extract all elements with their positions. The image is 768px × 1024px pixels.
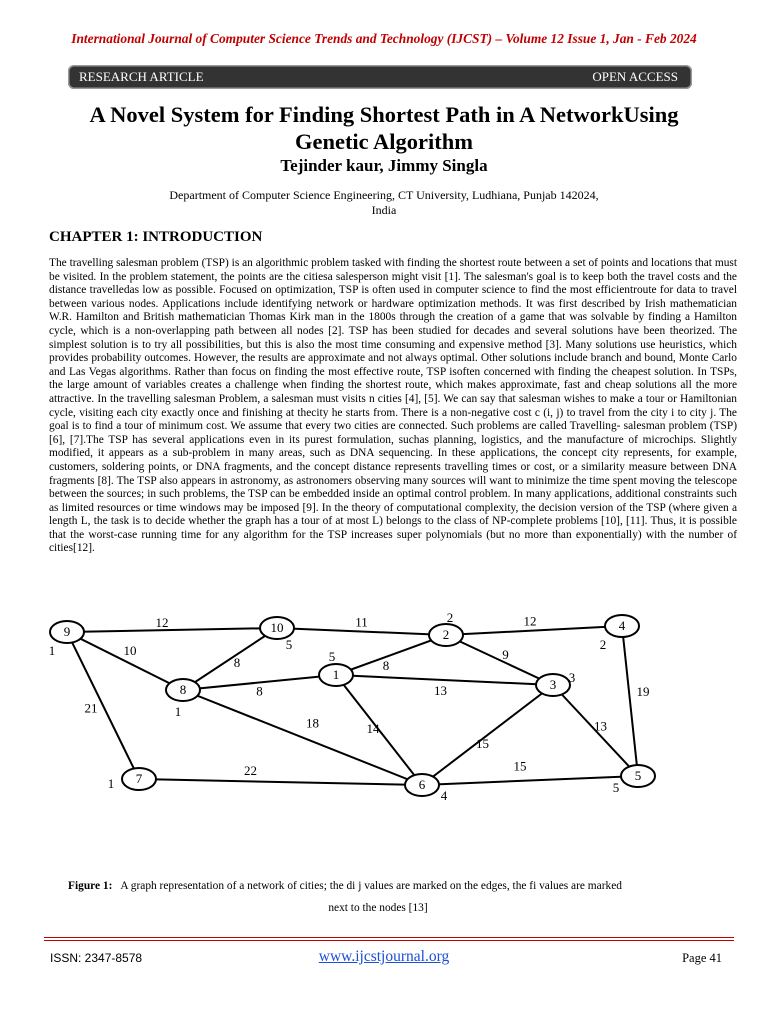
introduction-paragraph: The travelling salesman problem (TSP) is an algorithmic problem tasked with finding the shortest route between a set of points and locations that must be visited. In the problem statement, the points are the citiesa salesperson might visit [1]. The salesman's goal is to keep both the travel costs and the distance travelledas low as possible. Focused on optimization, TSP is often used in computer science to find the most efficientroute for data to travel between various nodes. Applications include identifying network or hardware optimization methods. It was first described by Irish mathematician W.R. Hamilton and British mathematician Thomas Kirk man in the 1800s through the creation of a game that was solvable by finding a Hamilton cycle, which is a non-overlapping path between all nodes [2]. TSP has been studied for decades and several solutions have been theorized. The simplest solution is to try all possibilities, but this is also the most time consuming and expensive method [3]. Many solutions use heuristics, which provides probability outcomes. However, the results are approximate and not always optimal. Other solutions include branch and bound, Monte Carlo and Las Vegas algorithms. Rather than focus on finding the most effective route, TSP isoften concerned with finding the cheapest solution. In TSPs, the large amount of variables creates a challenge when finding the shortest route, which makes approximate, fast and cheap solutions all the more attractive. In the travelling salesman Problem, a salesman must visits n cities [4], [5]. We can say that salesman wishes to make a tour or Hamiltonian cycle, visiting each city exactly once and finishing at thecity he starts from. There is a non-negative cost c (i, j) to travel from the city i to city j. The goal is to find a tour of minimum cost. We assume that every two cities are connected. Such problems are called Travelling- salesman problem (TSP) [6], [7].The TSP has several applications even in its purest formulation, suchas planning, logistics, and the manufacture of microchips. Slightly modified, it appears as a sub-problem in many areas, such as DNA sequencing. In these applications, the concept city represents, for example, customers, soldering points, or DNA fragments, and the concept distance represents travelling times or cost, or a similarity measure between DNA fragments [8]. The TSP also appears in astronomy, as astronomers observing many sources will want to minimize the time spent moving the telescope between the sources; in such problems, the TSP can be embedded inside an optimal control problem. In many applications, additional constraints such as limited resources or time windows may be imposed [9]. In the theory of computational complexity, the decision version of the TSP (where given a length L, the task is to decide whether the graph has a tour of at most L) belongs to the class of NP-complete problems [10], [11]. Thus, it is possible that the worst-case running time for any algorithm for the TSP increases super polynomials (but no more than exponentially) with the number of cities[12]. [49,257,737,555]
node-weight-4: 2 [599,636,607,652]
node-weight-7: 1 [107,775,115,791]
node-weight-3: 3 [568,669,576,685]
edge-2-1 [336,635,446,675]
figure-caption-text-line-2: next to the nodes [13] [328,902,428,914]
paper-affiliation [0,188,768,218]
graph-node-6 [405,774,448,803]
edge-4-5 [622,626,638,776]
node-label-8: 8 [179,681,187,697]
edge-2-3 [446,635,553,685]
edge-weight-3-6: 15 [476,735,489,751]
edge-weight-7-6: 22 [244,762,257,778]
edge-6-5 [422,776,638,785]
edge-weight-6-5: 15 [513,758,527,774]
graph-node-10 [260,617,294,652]
node-weight-2: 2 [446,609,454,625]
edge-weight-1-6: 14 [366,720,380,736]
node-label-2: 2 [442,626,450,642]
node-label-6: 6 [418,776,426,792]
node-weight-9: 1 [48,642,56,658]
city-network-graph [0,605,768,805]
edge-weight-3-5: 13 [594,718,607,734]
node-label-10: 10 [270,619,284,635]
edge-weight-1-3: 13 [434,682,447,698]
node-label-9: 9 [63,623,71,639]
graph-node-9 [49,621,84,658]
affiliation-line-2: India [371,203,397,217]
footer-rule [44,937,734,941]
edge-10-8 [183,628,277,690]
graph-node-3 [536,670,575,696]
section-heading: CHAPTER 1: INTRODUCTION [49,229,263,245]
node-weight-10: 5 [285,636,293,652]
node-weight-8: 1 [174,703,182,719]
figure-caption [68,875,728,919]
article-type-bar [68,65,692,89]
open-access-label: OPEN ACCESS [592,69,678,84]
affiliation-line-1: Department of Computer Science Engineering, CT University, Ludhiana, Punjab 142024, [169,188,599,202]
graph-node-8 [166,679,200,719]
edge-9-10 [67,628,277,632]
node-label-4: 4 [618,617,626,633]
edge-8-6 [183,690,422,785]
edge-weight-9-7: 21 [84,700,98,716]
edge-weight-2-1: 8 [382,657,390,673]
edge-weight-8-1: 8 [256,683,263,699]
article-type-label: RESEARCH ARTICLE [79,69,204,84]
edge-weight-10-8: 8 [233,654,241,670]
node-label-5: 5 [634,767,642,783]
edge-7-6 [139,779,422,785]
paper-authors: Tejinder kaur, Jimmy Singla [280,156,488,175]
graph-node-1 [319,649,353,686]
edge-weight-9-8: 10 [123,642,137,658]
node-label-3: 3 [549,676,557,692]
graph-node-7 [108,768,156,791]
node-label-7: 7 [135,770,143,786]
graph-node-2 [429,610,463,646]
journal-website-link[interactable]: www.ijcstjournal.org [318,948,450,965]
graph-node-4 [600,615,639,652]
edge-weight-2-3: 9 [502,646,509,662]
journal-header: International Journal of Computer Science Trends and Technology (IJCST) – Volume 12 Issue 1, Jan - Feb 2024 [71,31,697,46]
page-number: Page 41 [682,951,722,965]
figure-caption-text: A graph representation of a network of cities; the di j values are marked on the edges, the fi values are marked [120,880,622,892]
footer-issn: ISSN: 2347-8578 [50,951,143,965]
edge-weight-8-6: 18 [306,715,319,731]
node-weight-6: 4 [440,787,448,803]
graph-node-5 [613,765,655,795]
figure-caption-label: Figure 1: [68,880,113,892]
node-label-1: 1 [332,666,340,682]
node-weight-1: 5 [328,648,336,664]
edge-9-8 [67,632,183,690]
edge-weight-9-10: 12 [155,614,169,630]
edge-weight-10-2: 11 [355,614,368,630]
edge-weight-4-5: 19 [636,683,650,699]
edge-weight-2-4: 12 [523,613,537,629]
node-weight-5: 5 [612,779,620,795]
paper-title: A Novel System for Finding Shortest Path in A NetworkUsing Genetic Algorithm [89,102,679,154]
